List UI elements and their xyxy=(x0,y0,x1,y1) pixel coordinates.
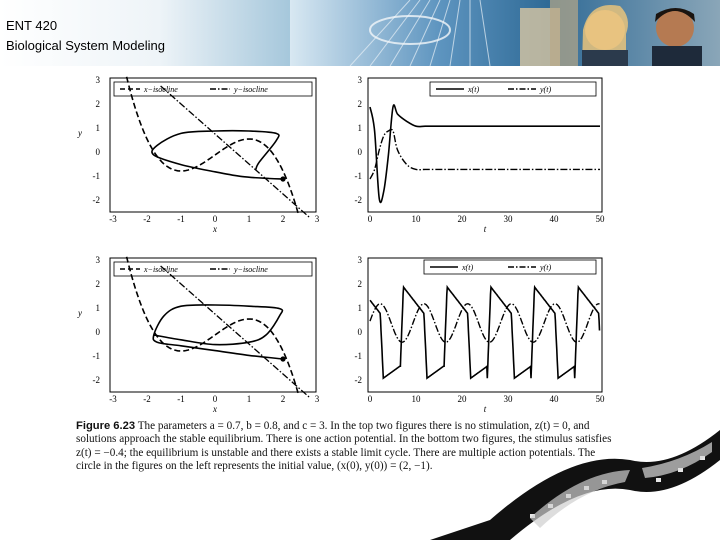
course-code: ENT 420 xyxy=(6,18,58,33)
legend-label-y-t: y(t) xyxy=(540,263,552,272)
legend-label-x-t: x(t) xyxy=(462,263,474,272)
phase-plane-bottom xyxy=(70,248,332,416)
t-tick-label: 20 xyxy=(457,214,467,224)
y-axis-label: y xyxy=(78,128,82,138)
legend xyxy=(114,262,312,276)
y-tick-label: -1 xyxy=(92,351,100,361)
y-tick-label: 0 xyxy=(357,327,362,337)
y-tick-labels xyxy=(93,75,101,205)
legend-label-y-isocline: y−isocline xyxy=(234,85,268,94)
plot-frame xyxy=(368,78,602,212)
x-tick-label: -3 xyxy=(109,214,117,224)
film-strip-decoration xyxy=(430,420,720,540)
header-photo-strip xyxy=(290,0,720,66)
y-t-line xyxy=(370,129,600,179)
time-series-top xyxy=(340,68,612,236)
x-tick-label: 1 xyxy=(246,214,252,224)
x-tick-label: -2 xyxy=(143,394,151,404)
t-tick-label: 0 xyxy=(367,214,373,224)
y-tick-label: 1 xyxy=(357,303,362,313)
y-tick-label: 2 xyxy=(357,99,362,109)
x-tick-labels xyxy=(109,394,320,404)
course-title: Biological System Modeling xyxy=(6,38,165,53)
y-t-line xyxy=(370,304,600,342)
y-tick-labels xyxy=(93,255,101,385)
legend-label-x-isocline: x−isocline xyxy=(144,265,178,274)
plot-frame xyxy=(110,258,316,392)
figure-caption-text: The parameters a = 0.7, b = 0.8, and c = 3. In the top two figures there is no stimulation, z(t) = 0, and solutions approach the stable equilibrium. There is one action potential. In the bottom two figures, the stimulus satisfies z(t) = −0.4; the equilibrium is unstable and there exists a stable limit cycle. There are multiple action potentials. The circle in the figures on the left represents the initial value, (x(0), y(0)) = (2, −1). xyxy=(76,420,612,473)
y-tick-label: -1 xyxy=(92,171,100,181)
y-tick-label: 0 xyxy=(95,327,100,337)
legend-label-y-t: y(t) xyxy=(540,85,552,94)
y-tick-label: 3 xyxy=(357,255,362,265)
t-tick-label: 40 xyxy=(549,394,559,404)
legend-label-x-t: x(t) xyxy=(468,85,480,94)
legend-label-x-isocline: x−isocline xyxy=(144,85,178,94)
y-tick-label: -1 xyxy=(354,351,362,361)
y-tick-label: 3 xyxy=(95,75,100,85)
y-tick-label: 1 xyxy=(357,123,362,133)
t-axis-label: t xyxy=(483,224,487,234)
y-isocline-line xyxy=(161,266,311,398)
time-series-bottom-chart xyxy=(340,248,612,416)
x-tick-label: -1 xyxy=(177,214,185,224)
plot-frame xyxy=(110,78,316,212)
y-tick-labels xyxy=(355,255,363,385)
trajectory-line xyxy=(152,131,283,179)
x-t-line xyxy=(370,105,600,203)
x-axis-label: x xyxy=(213,404,217,414)
legend xyxy=(430,82,596,96)
t-tick-label: 30 xyxy=(503,394,513,404)
y-isocline-line xyxy=(161,86,311,218)
x-axis-label: x xyxy=(213,224,217,234)
y-tick-label: 0 xyxy=(357,147,362,157)
y-axis-label: y xyxy=(78,308,82,318)
y-tick-label: 3 xyxy=(95,255,100,265)
y-tick-label: 1 xyxy=(95,123,100,133)
y-tick-label: 2 xyxy=(95,279,100,289)
y-tick-label: 1 xyxy=(95,303,100,313)
y-tick-label: -2 xyxy=(354,195,362,205)
phase-plane-bottom-chart xyxy=(70,248,332,416)
x-isocline-line xyxy=(127,257,299,394)
y-tick-labels xyxy=(355,75,363,205)
t-tick-labels xyxy=(368,394,605,404)
figure-label: Figure 6.23 xyxy=(76,420,136,432)
x-tick-label: 2 xyxy=(280,214,286,224)
t-tick-labels xyxy=(368,214,605,224)
t-tick-label: 10 xyxy=(411,394,421,404)
y-tick-label: 3 xyxy=(357,75,362,85)
t-tick-label: 0 xyxy=(367,394,373,404)
x-tick-label: -1 xyxy=(177,394,185,404)
x-tick-label: 3 xyxy=(314,214,320,224)
initial-value-marker xyxy=(280,356,285,361)
y-tick-label: -2 xyxy=(92,375,100,385)
t-tick-label: 20 xyxy=(457,394,467,404)
x-tick-labels xyxy=(109,214,320,224)
t-tick-label: 40 xyxy=(549,214,559,224)
x-tick-label: 0 xyxy=(212,214,218,224)
y-tick-label: 2 xyxy=(95,99,100,109)
y-tick-label: 2 xyxy=(357,279,362,289)
t-tick-label: 50 xyxy=(595,214,605,224)
x-t-line xyxy=(370,287,600,378)
x-tick-label: 0 xyxy=(212,394,218,404)
x-tick-label: 3 xyxy=(314,394,320,404)
header-banner xyxy=(0,0,720,66)
y-tick-label: -1 xyxy=(354,171,362,181)
t-tick-label: 30 xyxy=(503,214,513,224)
x-tick-label: -2 xyxy=(143,214,151,224)
time-series-top-chart xyxy=(340,68,612,236)
x-tick-label: -3 xyxy=(109,394,117,404)
time-series-bottom xyxy=(340,248,612,416)
y-tick-label: 0 xyxy=(95,147,100,157)
legend-label-y-isocline: y−isocline xyxy=(234,265,268,274)
x-tick-label: 2 xyxy=(280,394,286,404)
y-tick-label: -2 xyxy=(354,375,362,385)
legend xyxy=(114,82,312,96)
t-axis-label: t xyxy=(483,404,487,414)
t-tick-label: 50 xyxy=(595,394,605,404)
legend xyxy=(424,260,596,274)
y-tick-label: -2 xyxy=(92,195,100,205)
initial-value-marker xyxy=(280,176,285,181)
phase-plane-top-chart xyxy=(70,68,332,236)
phase-plane-top xyxy=(70,68,332,236)
t-tick-label: 10 xyxy=(411,214,421,224)
header-photo xyxy=(290,0,720,66)
x-tick-label: 1 xyxy=(246,394,252,404)
